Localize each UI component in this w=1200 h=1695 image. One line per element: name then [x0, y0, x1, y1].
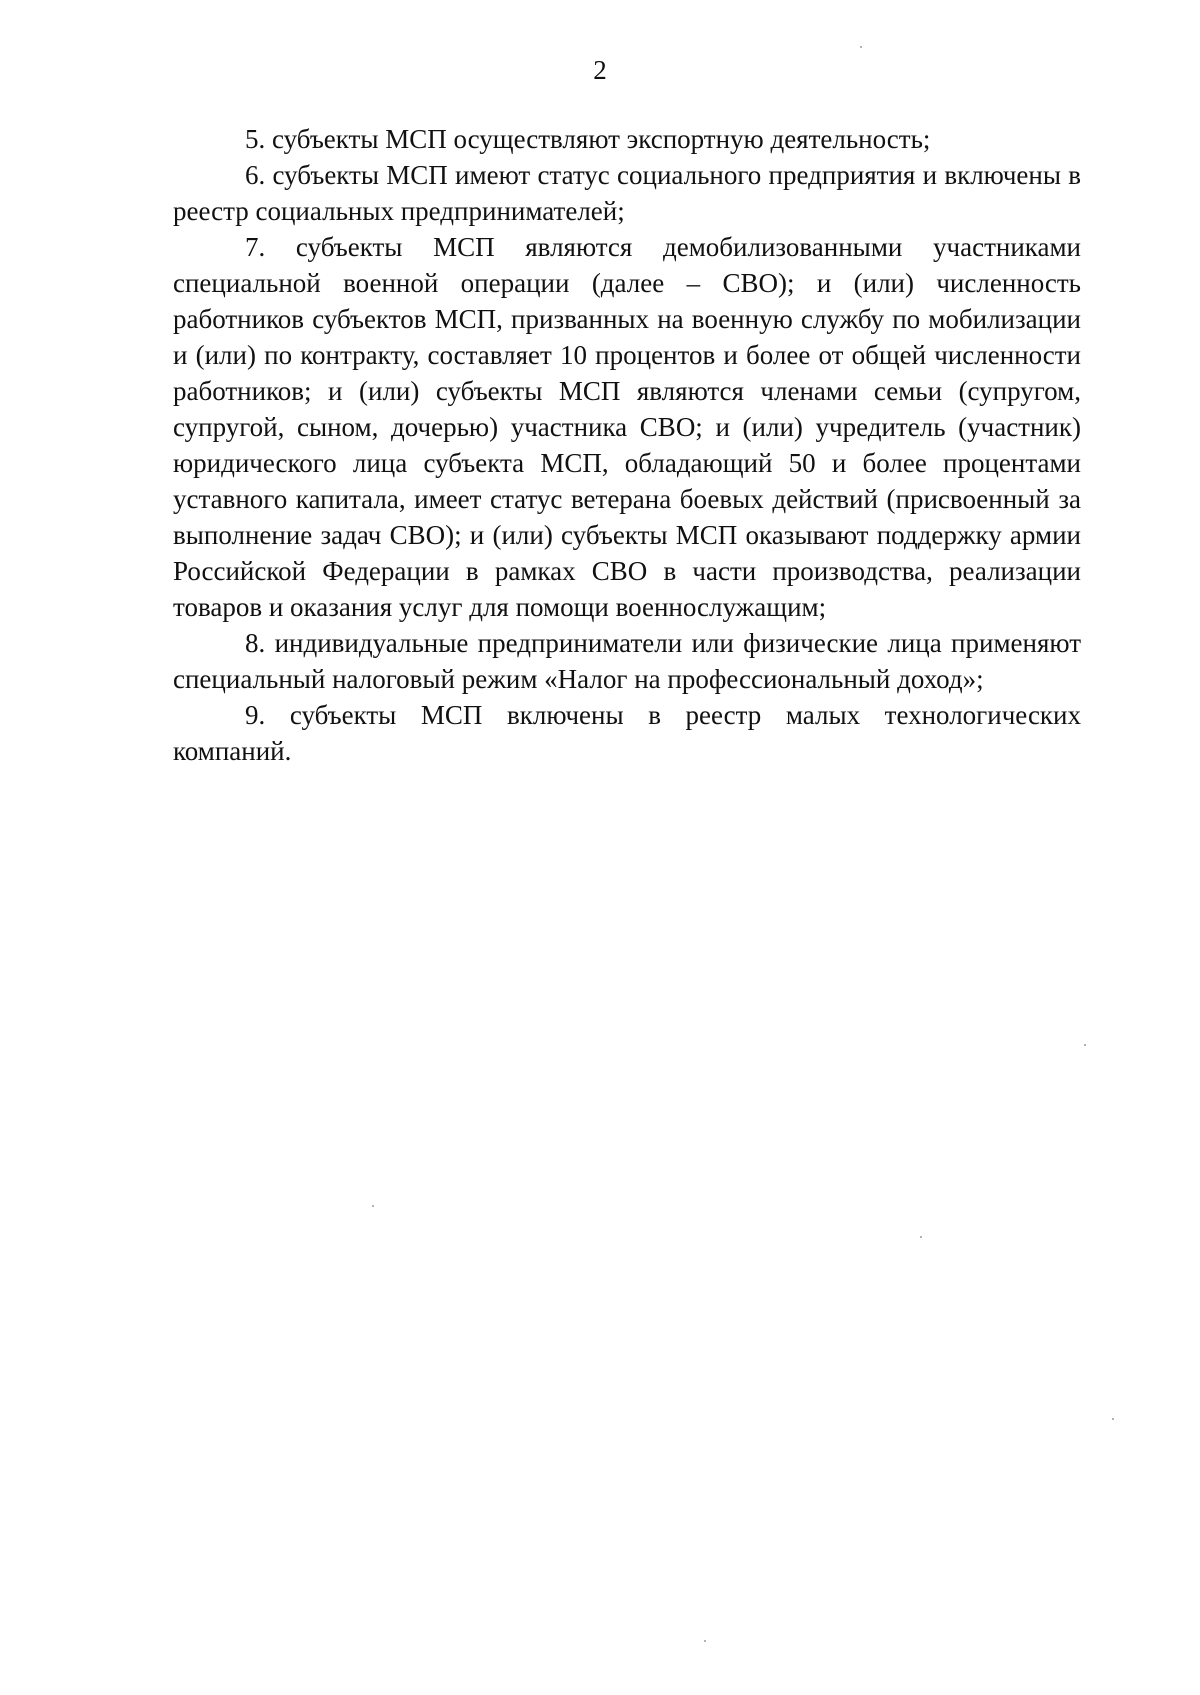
scan-speck: [704, 1640, 706, 1642]
page-number: 2: [593, 55, 607, 85]
list-item-5: 5. субъекты МСП осуществляют экспортную деятельность;: [245, 124, 931, 154]
list-item-8: 8. индивидуальные предприниматели или физические лица применяют специальный налоговый режим «Налог на профессиональный доход»;: [173, 628, 1081, 694]
scan-speck: [1084, 1044, 1086, 1046]
document-body: [173, 121, 1081, 769]
list-item-6: 6. субъекты МСП имеют статус социального предприятия и включены в реестр социальных предпринимателей;: [173, 160, 1081, 226]
list-item-9: 9. субъекты МСП включены в реестр малых технологических компаний.: [173, 700, 1081, 766]
scan-speck: [920, 1236, 922, 1238]
list-item-7: 7. субъекты МСП являются демобилизованными участниками специальной военной операции (далее – СВО); и (или) численность работников субъектов МСП, призванных на военную службу по мобилизации и (или) по контракту, составляет 10 процентов и более от общей численности работников; и (или) субъекты МСП являются членами семьи (супругом, супругой, сыном, дочерью) участника СВО; и (или) учредитель (участник) юридического лица субъекта МСП, обладающий 50 и более процентами уставного капитала, имеет статус ветерана боевых действий (присвоенный за выполнение задач СВО); и (или) субъекты МСП оказывают поддержку армии Российской Федерации в рамках СВО в части производства, реализации товаров и оказания услуг для помощи военнослужащим;: [173, 232, 1081, 622]
scan-speck: [860, 46, 862, 48]
scan-speck: [1112, 1418, 1114, 1420]
scan-speck: [372, 1205, 374, 1207]
